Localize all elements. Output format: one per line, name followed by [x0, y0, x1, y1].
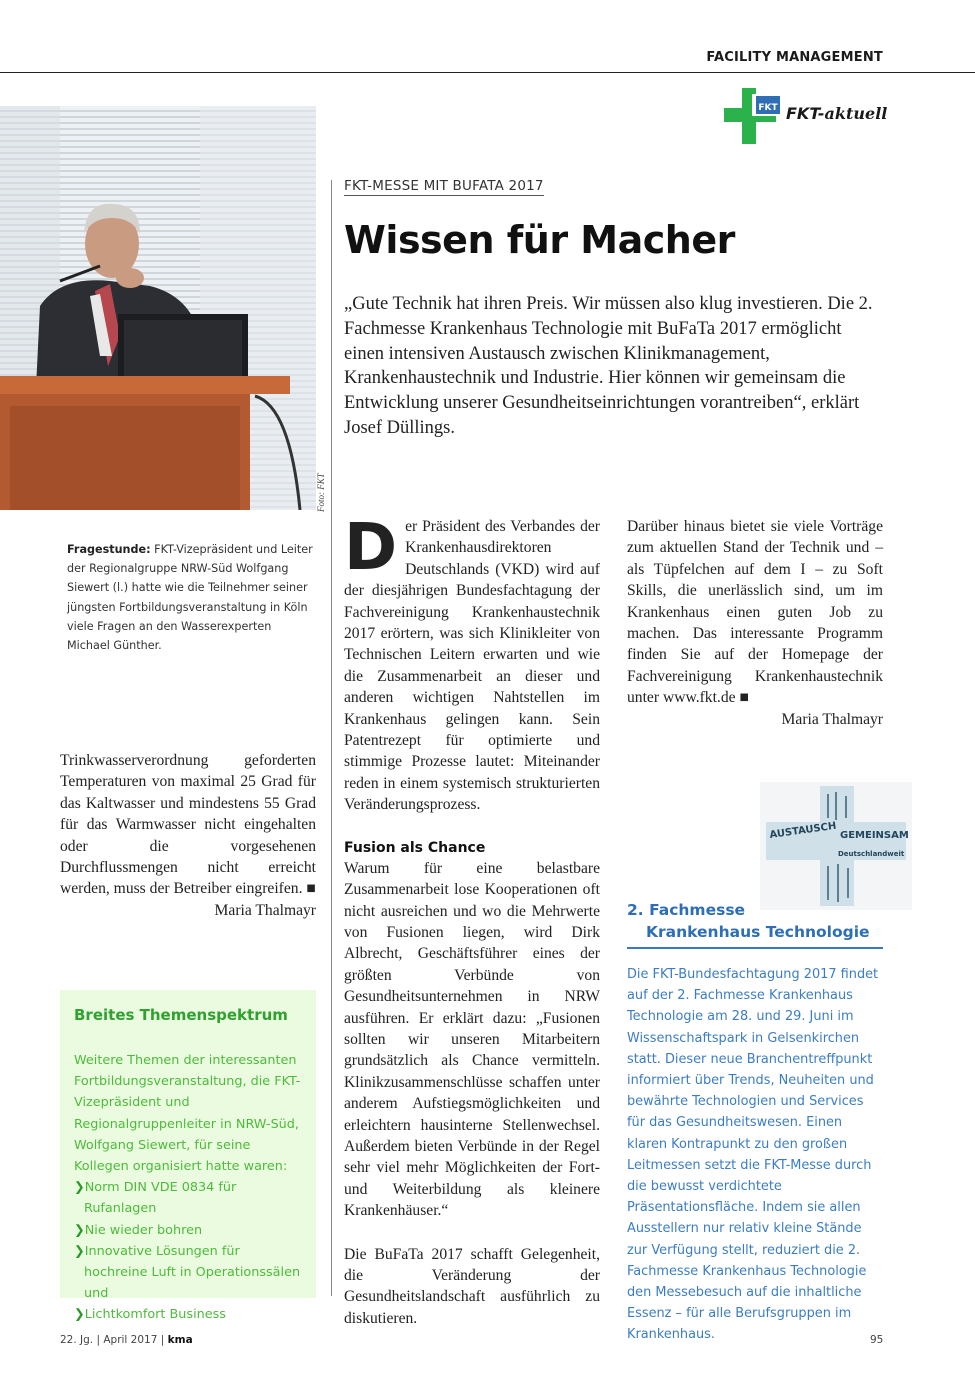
- caption-text: FKT-Vizepräsident und Leiter der Regionalgruppe NRW-Süd Wolfgang Siewert (l.) hatte wie die Teilnehmer seiner jüngsten Fortbildungsveranstaltung in Köln viele Fragen an den Wasserexperten Michael Günther.: [67, 543, 313, 653]
- topics-list: [74, 1177, 306, 1325]
- col3-author: Maria Thalmayr: [781, 710, 883, 728]
- fkt-aktuell-label: FKT-aktuell: [786, 104, 888, 123]
- cloud-word: AUSTAUSCH: [768, 820, 838, 841]
- col2-paragraph-3: Die BuFaTa 2017 schafft Gelegenheit, die Veränderung der Gesundheitslandschaft ausführlich zu diskutieren.: [344, 1245, 600, 1327]
- chevron-right-icon: ❯: [74, 1222, 85, 1238]
- column-1: [60, 750, 316, 921]
- chevron-right-icon: ❯: [74, 1180, 85, 1196]
- column-2: [344, 511, 600, 1329]
- article-title: Wissen für Macher: [344, 218, 735, 262]
- drop-cap: D: [344, 511, 398, 585]
- chevron-right-icon: ❯: [74, 1243, 85, 1259]
- cloud-word: Deutschlandweit: [838, 850, 905, 858]
- page-number: 95: [870, 1334, 884, 1346]
- fair-box-title: 2. Fachmesse Krankenhaus Technologie: [627, 901, 870, 941]
- col1-author: Maria Thalmayr: [214, 901, 316, 919]
- header-divider: [0, 72, 975, 73]
- topics-box-body: [74, 1050, 306, 1326]
- speaker-photo: [0, 106, 316, 510]
- article-kicker: FKT-MESSE MIT BUFATA 2017: [344, 178, 544, 194]
- fkt-badge-text: FKT: [758, 103, 778, 113]
- cloud-word: GEMEINSAM: [840, 830, 909, 841]
- col1-paragraph: Trinkwasserverordnung geforderten Temperaturen von maximal 25 Grad für das Kaltwasser und mindestens 55 Grad für das Warmwasser nicht eingehalten oder die vorgesehenen Durchflussmengen nicht erreicht werden, muss der Betreiber eingreifen. ■: [60, 752, 316, 898]
- topics-box-title: Breites Themenspektrum: [74, 1006, 288, 1024]
- topics-intro: Weitere Themen der interessanten Fortbildungsveranstaltung, die FKT-Vizepräsident und Regionalgruppenleiter in NRW-Süd, Wolfgang Siewert, für seine Kollegen organisiert hatte waren:: [74, 1053, 301, 1175]
- photo-caption: [67, 540, 317, 655]
- column-3: [627, 516, 883, 730]
- col3-paragraph: Darüber hinaus bietet sie viele Vorträge zum aktuellen Stand der Technik und – als Tüpfelchen auf dem I – zu Soft Skills, die unerlässlich sind, um im Krankenhaus einen guten Job zu machen. Das interessante Programm finden Sie auf der Homepage der Fachvereinigung Krankenhaustechnik unter www.fkt.de ■: [627, 518, 883, 707]
- footer-brand: kma: [167, 1334, 193, 1346]
- topics-list-item: ❯Nie wieder bohren: [74, 1222, 203, 1238]
- col2-paragraph-2: Warum für eine belastbare Zusammenarbeit lose Kooperationen oft nicht ausreichen und wo die Mehrwerte von Fusionen liegen, wird Dirk Albrecht, Geschäftsführer eines der größten Verbünde von Gesundheitsunternehmen in NRW ausführen. Er erklärt dazu: „Fusionen sollten wir unseren Mitarbeitern grundsätzlich als Chance vermitteln. Klinikzusammenschlüsse schaffen unter anderem Aufstiegsmöglichkeiten und erleichtern hausinterne Stellenwechsel. Außerdem bieten Verbünde in der Regel sehr viel mehr Möglichkeiten der Fort- und Weiterbildung als kleinere Krankenhäuser.“: [344, 859, 600, 1220]
- chevron-right-icon: ❯: [74, 1307, 85, 1323]
- footer-issue: 22. Jg. | April 2017 | kma: [60, 1334, 193, 1346]
- subheading-fusion: Fusion als Chance: [344, 839, 486, 856]
- fair-box-rule: [627, 947, 883, 949]
- word-cloud-cross-image: [760, 782, 912, 910]
- topics-list-item: ❯Lichtkomfort Business: [74, 1307, 226, 1323]
- fair-box-body: Die FKT-Bundesfachtagung 2017 findet auf der 2. Fachmesse Krankenhaus Technologie am 28. und 29. Juni im Wissenschaftspark in Gelsenkirchen statt. Dieser neue Branchentreffpunkt informiert über Trends, Neuheiten und bewährte Technologien und Services für das Gesundheitswesen. Einen klaren Kontrapunkt zu den großen Leitmessen setzt die FKT-Messe durch die bewusst verdichtete Präsentationsfläche. Indem sie allen Ausstellern nur relativ kleine Stände zur Verfügung stellt, reduziert die 2. Fachmesse Krankenhaus Technologie den Messebesuch auf die inhaltliche Essenz – für alle Berufsgruppen im Krankenhaus.: [627, 967, 879, 1343]
- column-divider: [331, 180, 332, 1296]
- col2-paragraph-1: Der Präsident des Verbandes der Krankenhausdirektoren Deutschlands (VKD) wird auf der diesjährigen Bundesfachtagung der Fachvereinigung Krankenhaustechnik 2017 erörtern, was sich Klinikleiter von Technischen Leitern erwarten und wie die Zusammenarbeit an dieser und anderen wichtigen Nahtstellen im Krankenhaus gelingen kann. Sein Patentrezept für optimierte und stimmige Prozesse lautet: Miteinander reden in einem systemisch strukturierten Veränderungsprozess.: [344, 511, 600, 814]
- section-label: FACILITY MANAGEMENT: [706, 50, 883, 65]
- photo-credit: Foto: FKT: [316, 473, 326, 512]
- topics-list-item: ❯Innovative Lösungen für hochreine Luft in Operationssälen und: [74, 1243, 301, 1302]
- caption-label: Fragestunde:: [67, 543, 151, 556]
- topics-list-item: ❯Norm DIN VDE 0834 für Rufanlagen: [74, 1180, 237, 1217]
- article-lead: „Gute Technik hat ihren Preis. Wir müssen also klug investieren. Die 2. Fachmesse Krankenhaus Technologie mit BuFaTa 2017 ermöglicht einen intensiven Austausch zwischen Klinikmanagement, Krankenhaustechnik und Industrie. Hier können wir gemeinsam die Entwicklung unserer Gesundheitseinrichtungen vorantreiben“, erklärt Josef Düllings.: [344, 294, 873, 438]
